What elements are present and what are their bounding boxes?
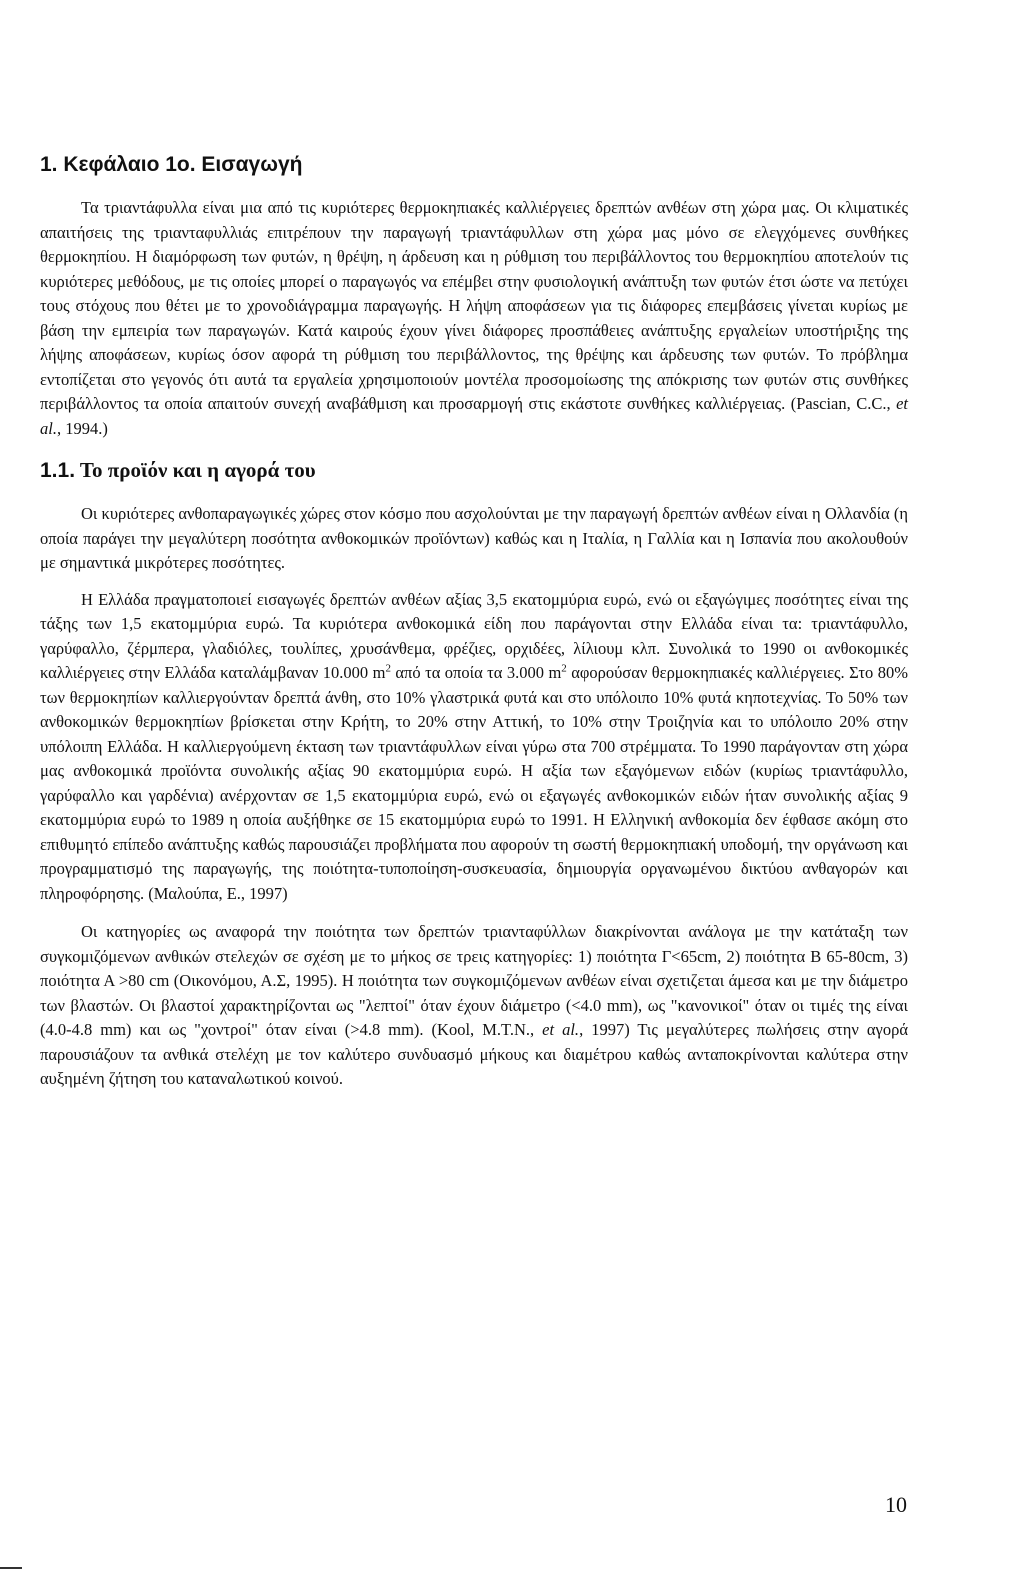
p3-text-part1: Οι κατηγορίες ως αναφορά την ποιότητα των δρεπτών τριανταφύλλων διακρίνονται ανάλογα με την κατάταξη των συγκομιζόμενων ανθικών στελεχών σε σχέση με το μήκος σε τρεις κατηγορίες: 1) ποιότητα Γ<65cm, 2) ποιότητα Β 65-80cm, 3) ποιότητα Α >80 cm (Οικονόμου, Α.Σ, 1995). Η ποιότητα των συγκομιζόμενων ανθέων είναι σχετιζεται άμεσα και με την διάμετρο των βλαστών. Οι βλαστοί χαρακτηρίζονται ως "λεπτοί" όταν έχουν διάμετρο (<4.0 mm), ως "κανονικοί" όταν οι τιμές της είναι (4.0-4.8 mm) και ως "χοντροί" όταν είναι (>4.8 mm). (Kool, M.T.N., bbox=[40, 922, 908, 1039]
intro-citation-etal: et al. bbox=[40, 394, 908, 438]
p3-text-part2: , 1997) Τις μεγαλύτερες πωλήσεις στην αγορά παρουσιάζουν τα ανθικά στελέχη με τον καλύτερο συνδυασμό μήκους και διαμέτρου καθώς ανταποκρίνονται καλύτερα στην αυξημένη ζήτηση του καταναλωτικού κοινού. bbox=[40, 1020, 908, 1088]
intro-text: Τα τριαντάφυλλα είναι μια από τις κυριότερες θερμοκηπιακές καλλιέργειες δρεπτών ανθέων στη χώρα μας. Οι κλιματικές απαιτήσεις της τριανταφυλλιάς επιτρέπουν την παραγωγή τριαντάφυλλων στη χώρα μας μόνο σε ελεγχόμενες συνθήκες θερμοκηπίου. Η διαμόρφωση των φυτών, η θρέψη, η άρδευση και η ρύθμιση του περιβάλλοντος του θερμοκηπίου αποτελούν τις κυριότερες μεθόδους, με τις οποίες μπορεί ο παραγωγός να επέμβει στην φυσιολογική ανάπτυξη των φυτών έτσι ώστε να πετύχει τους στόχους που θέτει με το χρονοδιάγραμμα παραγωγής. Η λήψη αποφάσεων για τις διάφορες επεμβάσεις γίνεται κυρίως με βάση την εμπειρία των παραγωγών. Κατά καιρούς έχουν γίνει διάφορες προσπάθειες ανάπτυξης εργαλείων υποστήριξης της λήψης αποφάσεων, κυρίως όσον αφορά τη ρύθμιση του περιβάλλοντος, της θρέψης και άρδευσης των φυτών. Το πρόβλημα εντοπίζεται στο γεγονός ότι αυτά τα εργαλεία χρησιμοποιούν μοντέλα προσομοίωσης της απόκρισης των φυτών στις συνθήκες περιβάλλοντος τα οποία απαιτούν συνεχή αναβάθμιση και προσαρμογή στις εκάστοτε συνθήκες καλλιέργειας. (Pascian, C.C., bbox=[40, 198, 908, 413]
p2-text-part2: από τα οποία τα 3.000 m bbox=[390, 663, 562, 682]
section-number: 1.1. bbox=[40, 459, 76, 482]
p2-superscript-2: 2 bbox=[561, 662, 567, 675]
footer-rule bbox=[0, 1567, 22, 1569]
chapter-title: 1. Κεφάλαιο 1ο. Εισαγωγή bbox=[40, 153, 303, 176]
market-paragraph-1: Οι κυριότερες ανθοπαραγωγικές χώρες στον κόσμο που ασχολούνται με την παραγωγή δρεπτών ανθέων είναι η Ολλανδία (η οποία παράγει την μεγαλύτερη ποσότητα ανθοκομικών προϊόντων) καθώς και η Ιταλία, η Γαλλία και η Ισπανία που ακολουθούν με σημαντικά μικρότερες ποσότητες. bbox=[40, 504, 908, 572]
page-number: 10 bbox=[885, 1492, 907, 1517]
p2-text-part1: Η Ελλάδα πραγματοποιεί εισαγωγές δρεπτών ανθέων αξίας 3,5 εκατομμύρια ευρώ, ενώ οι εξαγώγιμες ποσότητες είναι της τάξης των 1,5 εκατομμύρια ευρώ. Τα κυριότερα ανθοκομικά είδη που παράγονται στην Ελλάδα είναι τα: τριαντάφυλλο, γαρύφαλλο, ζέρμπερα, γλαδιόλες, τουλίπες, χρυσάνθεμα, φρέζιες, ορχιδέες, λίλιουμ κλπ. Συνολικά το 1990 οι ανθοκομικές καλλιέργειες στην Ελλάδα καταλάμβαναν 10.000 m bbox=[40, 589, 908, 682]
p3-citation-etal: et al. bbox=[542, 1020, 580, 1039]
quality-paragraph bbox=[40, 920, 908, 1092]
p2-superscript-1: 2 bbox=[385, 662, 391, 675]
p2-text-part3: αφορούσαν θερμοκηπιακές καλλιέργειες. Στο 80% των θερμοκηπίων καλλιεργούνταν δρεπτά άνθη, στο 10% γλαστρικά φυτά και στο υπόλοιπο 10% φυτά κηποτεχνίας. Το 50% των ανθοκομικών θερμοκηπίων βρίσκεται στην Κρήτη, το 20% στην Αττική, το 10% στην Τροιζηνία και το υπόλοιπο 20% στην υπόλοιπη Ελλάδα. Η καλλιεργούμενη έκταση των τριαντάφυλλων είναι γύρω στα 700 στρέμματα. Το 1990 παράγονταν στη χώρα μας ανθοκομικά προϊόντα συνολικής αξίας 90 εκατομμύρια ευρώ. Η αξία των εξαγόμενων ειδών (κυρίως τριαντάφυλλο, γαρύφαλλο και γαρδένια) ανέρχονταν σε 1,5 εκατομμύρια ευρώ, ενώ οι εξαγωγές ανθοκομικών ειδών ήταν συνολικής αξίας 9 εκατομμύρια ευρώ το 1989 η οποία αυξήθηκε σε 15 εκατομμύρια ευρώ το 1991. Η Ελληνική ανθοκομία δεν έφθασε ακόμη στο επιθυμητό επίπεδο ανάπτυξης καθώς παρουσιάζει προβλήματα που αφορούν τη σωστή θερμοκηπιακή υποδομή, την οργάνωση και προγραμματισμό της παραγωγής, της ποιότητα-τυποποίηση-συσκευασία, δημιουργία οργανωμένου δικτύου ανθαγορών και πληροφόρησης. (Μαλούπα, Ε., 1997) bbox=[40, 663, 908, 903]
section-heading bbox=[40, 455, 908, 486]
intro-paragraph bbox=[40, 196, 908, 441]
market-paragraph-2 bbox=[40, 588, 908, 907]
page-content bbox=[40, 150, 908, 1092]
section-title: Το προϊόν και η αγορά του bbox=[79, 458, 316, 482]
intro-citation-end: , 1994.) bbox=[56, 418, 108, 438]
